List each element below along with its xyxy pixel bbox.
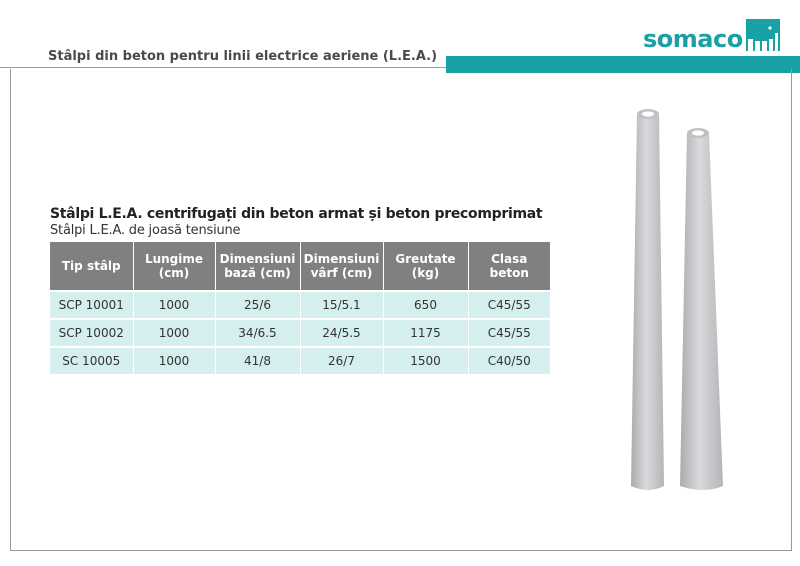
concrete-poles-icon bbox=[618, 100, 748, 500]
section-subtitle: Stâlpi L.E.A. de joasă tensiune bbox=[50, 223, 241, 238]
col-header-length: Lungime (cm) bbox=[133, 242, 215, 291]
cell-weight: 650 bbox=[383, 291, 468, 319]
section-title: Stâlpi L.E.A. centrifugați din beton armat și beton precomprimat bbox=[50, 206, 543, 222]
cell-weight: 1500 bbox=[383, 347, 468, 374]
col-header-base-dimensions: Dimensiuni bază (cm) bbox=[215, 242, 300, 291]
cell-top-dimensions: 26/7 bbox=[300, 347, 383, 374]
cell-concrete-class: C45/55 bbox=[468, 319, 550, 347]
pole-left bbox=[631, 109, 664, 490]
cell-length: 1000 bbox=[133, 347, 215, 374]
cell-base-dimensions: 25/6 bbox=[215, 291, 300, 319]
cell-type: SCP 10002 bbox=[50, 319, 133, 347]
col-header-type: Tip stâlp bbox=[50, 242, 133, 291]
table-row bbox=[50, 347, 550, 374]
header-divider bbox=[0, 67, 448, 68]
elephant-logo-icon bbox=[746, 19, 780, 51]
cell-top-dimensions: 24/5.5 bbox=[300, 319, 383, 347]
cell-top-dimensions: 15/5.1 bbox=[300, 291, 383, 319]
pole-right bbox=[680, 128, 723, 490]
brand-logo bbox=[643, 17, 780, 51]
cell-type: SC 10005 bbox=[50, 347, 133, 374]
table-header-row bbox=[50, 242, 550, 291]
cell-concrete-class: C40/50 bbox=[468, 347, 550, 374]
col-header-concrete-class: Clasa beton bbox=[468, 242, 550, 291]
cell-base-dimensions: 34/6.5 bbox=[215, 319, 300, 347]
brand-name: somaco bbox=[643, 25, 743, 53]
cell-length: 1000 bbox=[133, 291, 215, 319]
cell-length: 1000 bbox=[133, 319, 215, 347]
table-row bbox=[50, 291, 550, 319]
cell-weight: 1175 bbox=[383, 319, 468, 347]
specifications-table bbox=[50, 242, 550, 374]
cell-concrete-class: C45/55 bbox=[468, 291, 550, 319]
cell-type: SCP 10001 bbox=[50, 291, 133, 319]
table-row bbox=[50, 319, 550, 347]
col-header-top-dimensions: Dimensiuni vârf (cm) bbox=[300, 242, 383, 291]
cell-base-dimensions: 41/8 bbox=[215, 347, 300, 374]
page-title: Stâlpi din beton pentru linii electrice aeriene (L.E.A.) bbox=[48, 49, 438, 64]
col-header-weight: Greutate (kg) bbox=[383, 242, 468, 291]
